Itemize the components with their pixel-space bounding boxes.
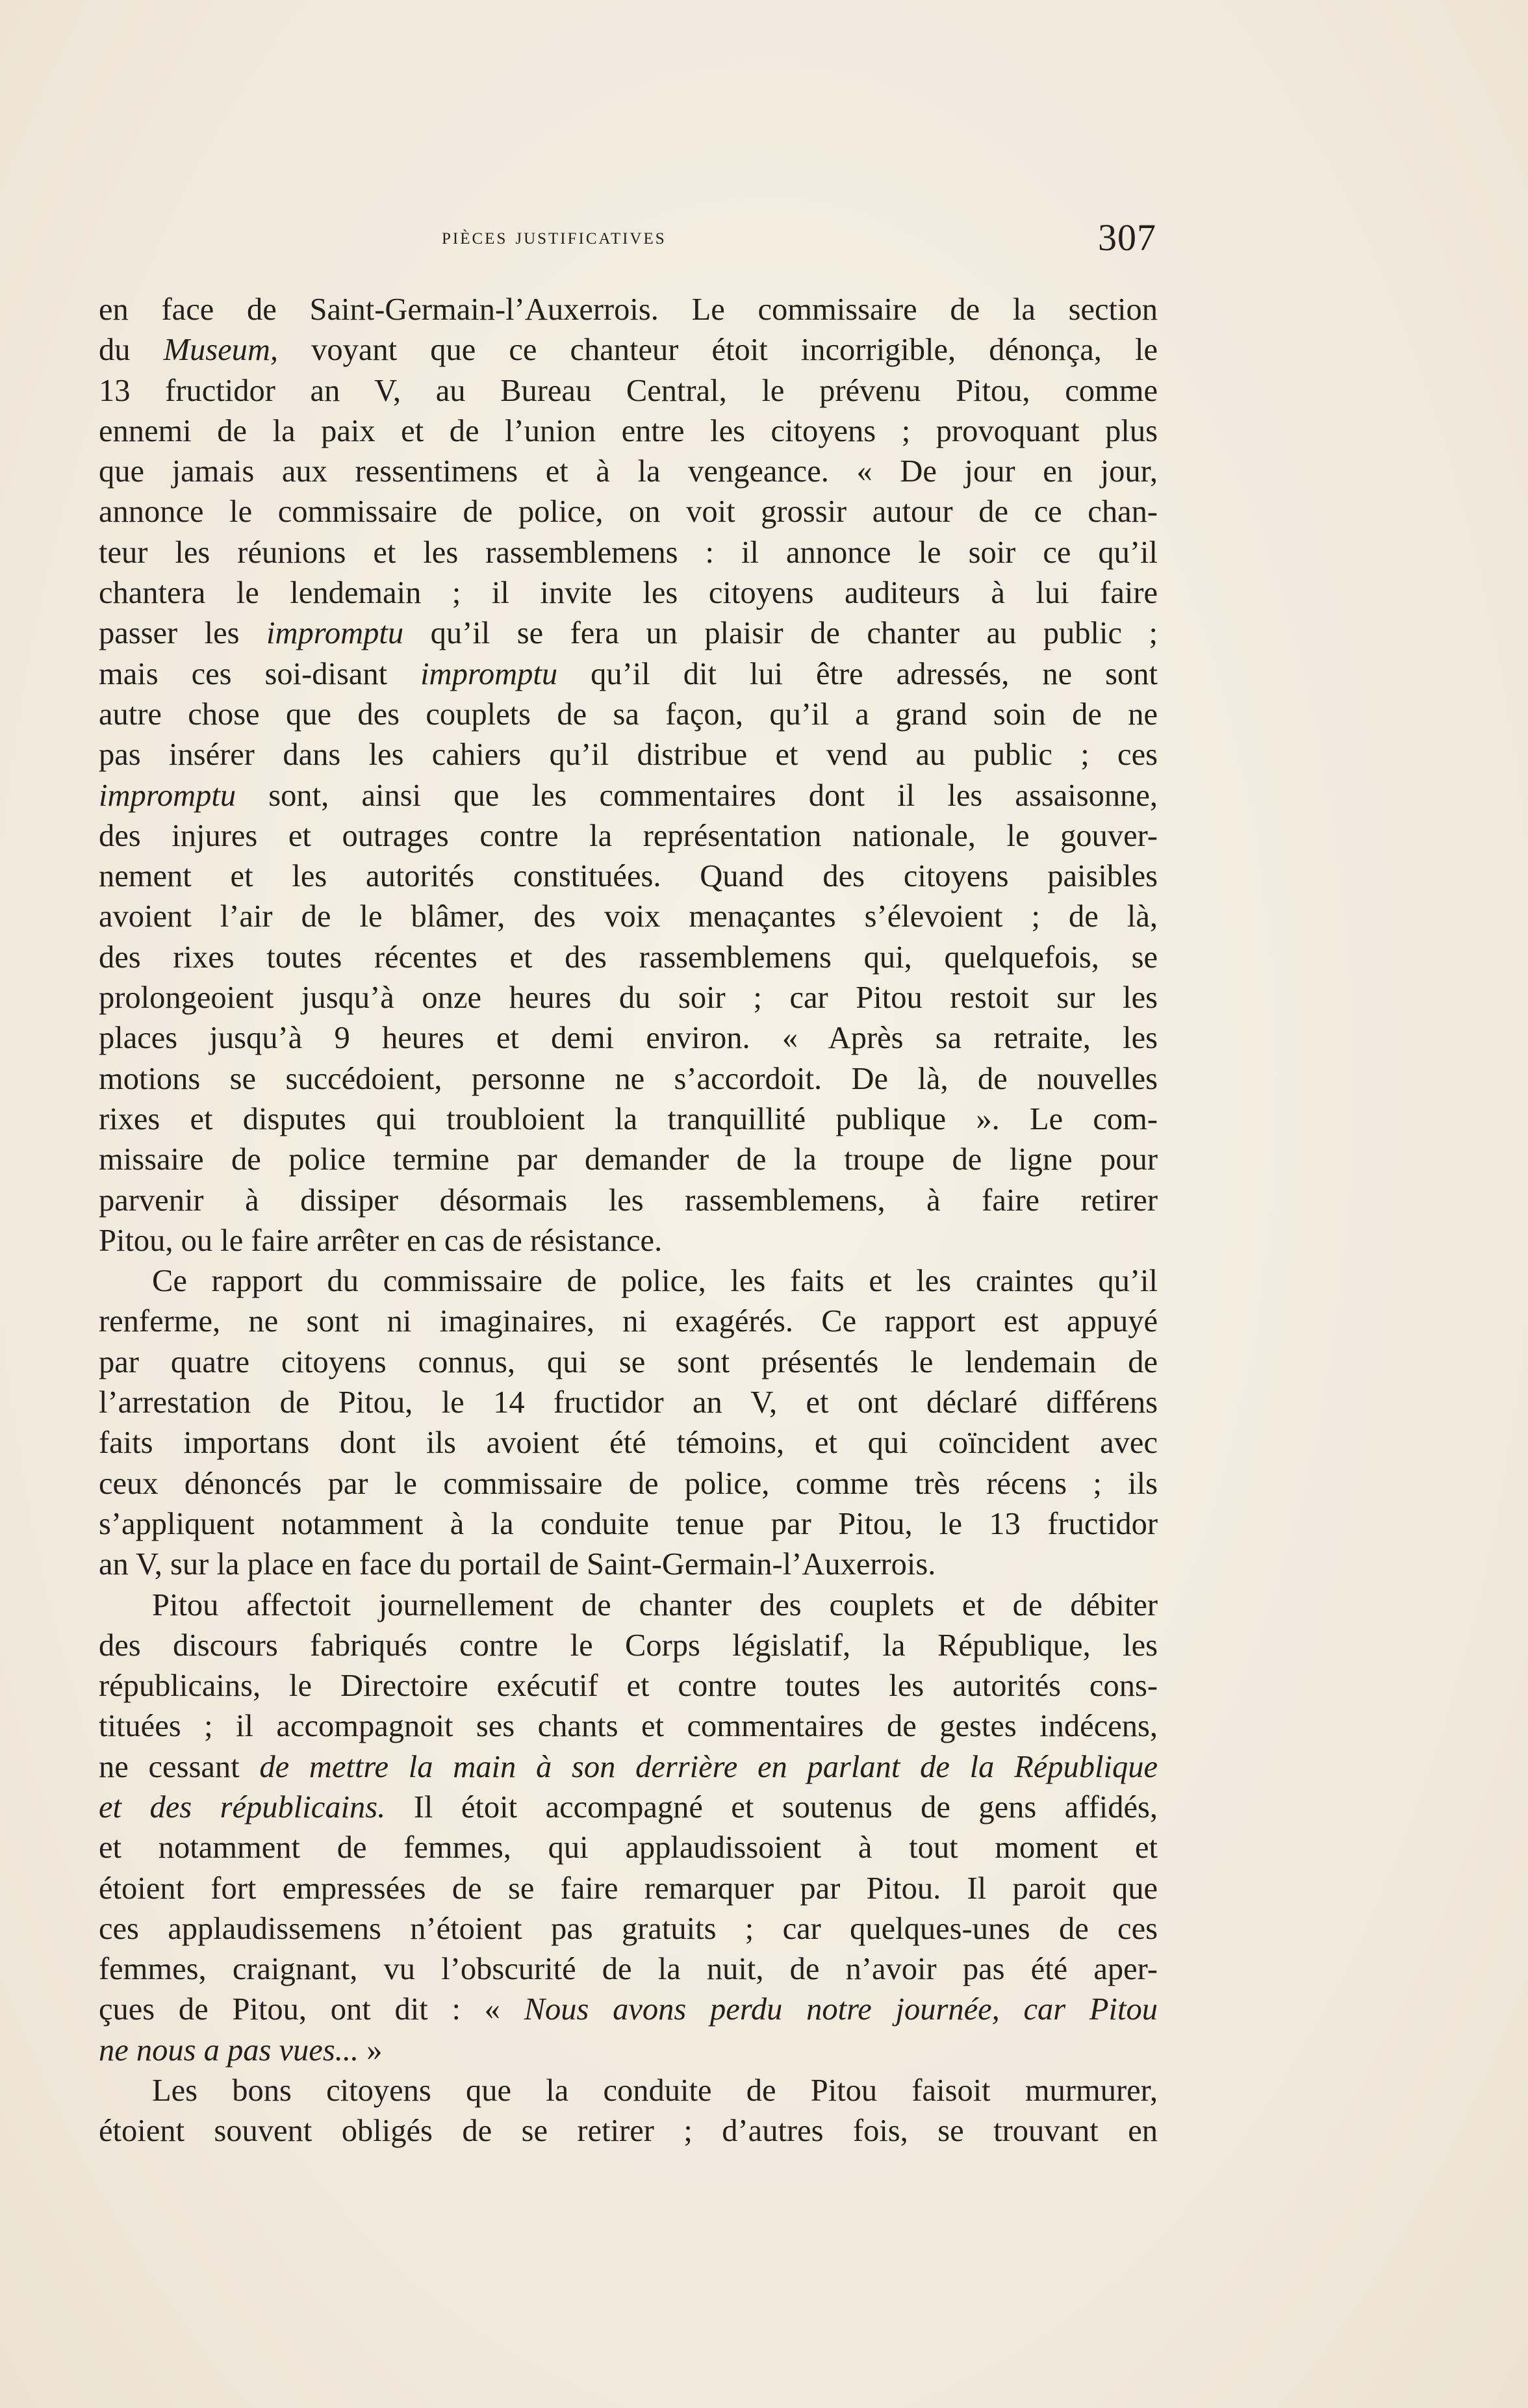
italic-segment: Museum, [163,333,279,368]
text-segment: renferme, ne sont ni imaginaires, ni exagérés. Ce rapport est appuyé [99,1304,1158,1339]
text-line [99,856,1158,897]
text-line [99,1585,1158,1626]
text-line [99,1181,1158,1221]
text-line [99,371,1158,411]
text-line [99,1221,1158,1261]
text-segment: des rixes toutes récentes et des rassemblemens qui, quelquefois, se [99,940,1158,975]
text-segment: ceux dénoncés par le commissaire de police, comme très récens ; ils [99,1466,1158,1501]
text-line [99,1099,1158,1140]
text-line [99,897,1158,937]
running-head [442,216,1156,259]
italic-segment: et des républicains. [99,1789,386,1825]
text-segment: faits importans dont ils avoient été témoins, et qui coïncident avec [99,1426,1158,1461]
text-segment: nement et les autorités constituées. Quand des citoyens paisibles [99,859,1158,894]
text-line [99,1747,1158,1787]
italic-segment: de mettre la main à son derrière en parlant de la République [259,1749,1158,1784]
text-segment: par quatre citoyens connus, qui se sont présentés le lendemain de [99,1344,1158,1379]
body-text [99,290,1158,2152]
text-line [99,1666,1158,1706]
italic-segment: impromptu [266,616,404,651]
text-line [99,411,1158,452]
text-line [99,978,1158,1018]
italic-segment: Nous avons perdu notre journée, car Pitou [524,1992,1158,2027]
text-segment: sont, ainsi que les commentaires dont il les assaisonne, [236,778,1158,813]
page-number: 307 [1098,216,1156,259]
text-line [99,2111,1158,2151]
italic-segment: ne nous a pas vues... [99,2032,359,2068]
text-line [99,1261,1158,1301]
text-segment: avoient l’air de le blâmer, des voix menaçantes s’élevoient ; de là, [99,899,1158,934]
text-segment: Les bons citoyens que la conduite de Pitou faisoit murmurer, [152,2073,1158,2108]
italic-segment: impromptu [420,656,558,691]
text-line [99,735,1158,775]
text-segment: qu’il se fera un plaisir de chanter au public ; [403,616,1158,651]
text-line [99,1059,1158,1099]
text-line [99,654,1158,695]
text-line [99,1140,1158,1180]
text-line [99,776,1158,816]
text-segment: mais ces soi-disant [99,656,421,691]
text-segment: qu’il dit lui être adressés, ne sont [557,656,1158,691]
text-line [99,1626,1158,1666]
text-line [99,533,1158,573]
text-line [99,1018,1158,1058]
text-line [99,1423,1158,1463]
text-segment: des discours fabriqués contre le Corps législatif, la République, les [99,1628,1158,1663]
text-segment: ne cessant [99,1749,260,1784]
text-segment: des injures et outrages contre la représentation nationale, le gouver- [99,818,1158,853]
text-segment: çues de Pitou, ont dit : « [99,1992,524,2027]
text-segment: chantera le lendemain ; il invite les citoyens auditeurs à lui faire [99,576,1158,611]
text-line [99,1828,1158,1868]
text-segment: an V, sur la place en face du portail de Saint-Germain-l’Auxerrois. [99,1547,936,1582]
text-segment: annonce le commissaire de police, on voit grossir autour de ce chan- [99,494,1158,530]
text-line [99,1949,1158,1990]
text-line [99,452,1158,492]
text-segment: du [99,333,164,368]
text-segment: prolongeoient jusqu’à onze heures du soir ; car Pitou restoit sur les [99,980,1158,1016]
text-segment: s’appliquent notamment à la conduite tenue par Pitou, le 13 fructidor [99,1506,1158,1541]
text-line [99,613,1158,654]
text-segment: pas insérer dans les cahiers qu’il distribue et vend au public ; ces [99,737,1158,773]
text-line [99,290,1158,330]
text-segment: étoient fort empressées de se faire remarquer par Pitou. Il paroit que [99,1871,1158,1906]
text-line [99,1301,1158,1342]
text-line [99,1990,1158,2030]
text-segment: Pitou, ou le faire arrêter en cas de résistance. [99,1223,663,1258]
text-segment: teur les réunions et les rassemblemens : il annonce le soir ce qu’il [99,535,1158,570]
text-segment: autre chose que des couplets de sa façon, qu’il a grand soin de ne [99,697,1158,732]
text-line [99,695,1158,735]
text-segment: voyant que ce chanteur étoit incorrigible, dénonça, le [278,333,1158,368]
text-segment: que jamais aux ressentimens et à la vengeance. « De jour en jour, [99,454,1158,489]
text-segment: motions se succédoient, personne ne s’accordoit. De là, de nouvelles [99,1061,1158,1096]
italic-segment: impromptu [99,778,236,813]
text-line [99,1787,1158,1828]
text-line [99,492,1158,532]
text-segment: Ce rapport du commissaire de police, les faits et les craintes qu’il [152,1264,1158,1299]
text-line [99,1909,1158,1949]
text-line [99,1706,1158,1747]
text-segment: tituées ; il accompagnoit ses chants et commentaires de gestes indécens, [99,1709,1158,1744]
text-line [99,1544,1158,1585]
text-line [99,2071,1158,2111]
text-segment: ennemi de la paix et de l’union entre les citoyens ; provoquant plus [99,413,1158,448]
text-line [99,330,1158,370]
text-segment: passer les [99,616,267,651]
text-segment: rixes et disputes qui troubloient la tranquillité publique ». Le com- [99,1101,1158,1136]
text-segment: missaire de police termine par demander de la troupe de ligne pour [99,1142,1158,1177]
text-line [99,1504,1158,1544]
text-line [99,1383,1158,1423]
text-segment: républicains, le Directoire exécutif et contre toutes les autorités cons- [99,1669,1158,1704]
text-segment: femmes, craignant, vu l’obscurité de la nuit, de n’avoir pas été aper- [99,1952,1158,1987]
text-line [99,1464,1158,1504]
text-line [99,1869,1158,1909]
text-segment: 13 fructidor an V, au Bureau Central, le prévenu Pitou, comme [99,373,1158,408]
text-segment: places jusqu’à 9 heures et demi environ. « Après sa retraite, les [99,1021,1158,1056]
text-segment: » [359,2032,383,2068]
text-segment: et notamment de femmes, qui applaudissoient à tout moment et [99,1830,1158,1865]
text-segment: étoient souvent obligés de se retirer ; d’autres fois, se trouvant en [99,2114,1158,2149]
text-line [99,1342,1158,1383]
text-segment: en face de Saint-Germain-l’Auxerrois. Le commissaire de la section [99,292,1158,327]
text-segment: Il étoit accompagné et soutenus de gens affidés, [385,1789,1158,1825]
text-line [99,2030,1158,2071]
text-segment: parvenir à dissiper désormais les rassemblemens, à faire retirer [99,1183,1158,1218]
text-segment: l’arrestation de Pitou, le 14 fructidor an V, et ont déclaré différens [99,1385,1158,1420]
text-line [99,816,1158,856]
text-segment: ces applaudissemens n’étoient pas gratuits ; car quelques-unes de ces [99,1911,1158,1946]
text-line [99,938,1158,978]
text-segment: Pitou affectoit journellement de chanter des couplets et de débiter [152,1587,1158,1622]
text-line [99,573,1158,613]
running-title: pièces justificatives [442,223,667,249]
